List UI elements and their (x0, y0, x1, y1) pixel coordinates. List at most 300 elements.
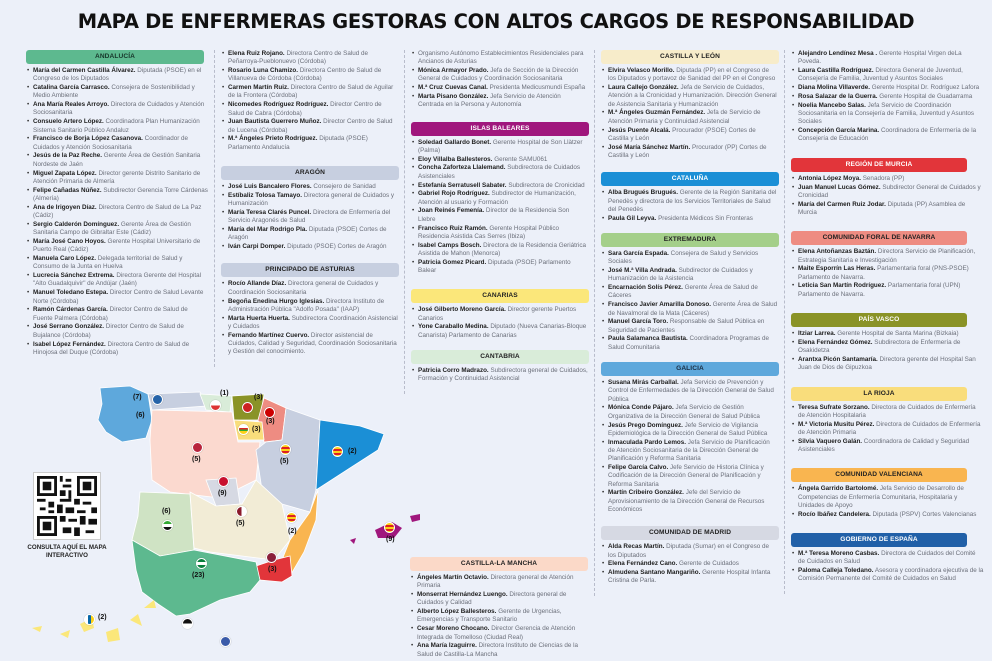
person-role: Director Centro de Salud de Lucena (Córdoba) (228, 118, 393, 134)
person-role: Directora de Enfermería del Servicio Aragonés de Salud (228, 208, 391, 225)
column-2 (214, 50, 398, 367)
person-name: Arantxa Picón Santamaría. (798, 355, 878, 363)
person-name: Cesar Moreno Chocano. (417, 625, 490, 633)
list-item (791, 330, 984, 338)
list-item (601, 543, 778, 560)
list-item (26, 118, 208, 135)
person-role: Jefa Servicio de Atención Centrada en la Persona y Autonomía (418, 92, 561, 109)
person-name: Manuel Toledano Estepa. (33, 289, 109, 297)
person-name: Juan Manuel Lucas Gómez. (798, 183, 881, 191)
section-cantabria (409, 350, 588, 384)
person-role: Directora Centro de Salud de Hinojosa del Duque (Córdoba) (33, 340, 190, 356)
flag-navarra-icon (264, 407, 275, 418)
list-item (601, 144, 778, 161)
list-item (601, 267, 778, 284)
flag-baleares-icon (384, 522, 395, 533)
person-role: Director Gerencia de Atención Integrada de Tomelloso (Ciudad Real) (417, 625, 576, 641)
section-header-baleares: ISLAS BALEARES (411, 122, 589, 136)
list-item (410, 591, 588, 608)
flag-pais-vasco-icon (242, 402, 253, 413)
list-item (601, 189, 778, 214)
person-name: M.ª Ángeles Prieto Rodríguez. (228, 135, 318, 143)
person-name: Susana Mirás Carballal. (608, 379, 679, 387)
list-item (26, 204, 208, 221)
person-name: Rocío Allande Díaz. (228, 280, 287, 288)
list-aragon (219, 183, 398, 251)
section-valenciana (789, 468, 984, 519)
person-name: Ángeles Martín Octavio. (417, 574, 489, 581)
list-item (411, 323, 588, 340)
person-role: Gerente Área de Salud de Cáceres (608, 284, 758, 300)
section-header-navarra: COMUNIDAD FORAL DE NAVARRA (791, 231, 967, 245)
person-role: Responsable de Salud Pública en Seguridad de Pacientes (608, 318, 765, 334)
list-valenciana (789, 485, 984, 519)
section-navarra (789, 231, 984, 299)
list-item (411, 242, 588, 259)
list-murcia (789, 175, 984, 217)
person-name: Soledad Gallardo Bonet. (418, 138, 492, 146)
person-role: Gerente SAMU061 (494, 155, 548, 163)
list-item (26, 67, 208, 84)
person-role: Gerente Hospital de Santa Marina (Bizkaia) (837, 330, 959, 338)
list-item (791, 67, 984, 84)
list-item (26, 323, 208, 340)
person-role: Directora general de Cuidados y Humanización (228, 191, 395, 208)
person-name: Itziar Larrea. (798, 330, 836, 338)
list-item (601, 422, 778, 439)
person-role: Directora de Cuidados del Comité de Cuidados en Salud (798, 549, 976, 566)
flag-melilla-icon (220, 636, 231, 647)
list-castilla-la-mancha (408, 574, 588, 659)
person-role: Gerente Hospital Virgen deLa Poveda. (798, 50, 962, 66)
person-role: Director asistencial de Cuidados, Calidad y Seguridad, Coordinación Sociosanitaria y Gestión del conocimiento. (228, 331, 397, 356)
count-la-rioja: (3) (252, 426, 261, 433)
list-item (411, 93, 588, 110)
list-item (411, 164, 588, 181)
column-5 (784, 50, 984, 594)
person-name: Rosario Luna Chamizo. (228, 67, 298, 75)
section-header-cantabria: CANTABRIA (411, 350, 589, 364)
person-role: Directora Instituto de Administración Pública "Adolfo Posada" (IAAP) (228, 297, 385, 313)
list-item (26, 306, 208, 323)
list-item (601, 464, 778, 489)
person-role: Coordinadora de Enfermería de la Consejería de Educación (798, 127, 977, 143)
list-castilla-leon (599, 67, 778, 160)
person-role: Subdirector Gerencia Torre Cárdenas (Almería) (33, 186, 208, 202)
person-name: M.ª Victoria Musitu Pérez. (798, 420, 875, 428)
qr-code[interactable] (33, 472, 101, 540)
list-item (601, 404, 778, 421)
flag-madrid-icon (218, 476, 229, 487)
person-name: Felipe García Calvo. (608, 463, 669, 471)
person-name: Patricia Gomez Picard. (418, 258, 487, 266)
person-name: María Teresa Clarés Puncel. (228, 208, 312, 216)
list-item (221, 192, 398, 209)
section-canarias (409, 289, 588, 340)
person-role: Presidenta Medicusmundi España (489, 84, 586, 92)
person-name: Jesús Prego Domínguez. (608, 421, 683, 429)
flag-castilla-la-mancha-icon (236, 506, 247, 517)
person-name: Jesús de la Paz Reche. (33, 152, 102, 160)
list-item (791, 175, 984, 183)
list-item (601, 569, 778, 586)
section-header-gobierno: GOBIERNO DE ESPAÑA (791, 533, 967, 547)
list-item (601, 127, 778, 144)
qr-caption: CONSULTA AQUÍ EL MAPA INTERACTIVO (27, 544, 107, 559)
person-name: Manuela Caro López. (33, 255, 96, 263)
list-cantabria (409, 367, 588, 384)
person-name: Lucrecia Sánchez Extrema. (33, 272, 115, 280)
list-item (601, 250, 778, 267)
person-name: Fernando Martínez Cuervo. (228, 331, 310, 339)
person-role: Presidenta Médicos Sin Fronteras (658, 214, 753, 222)
list-gobierno (789, 550, 984, 584)
person-role: Asesora y coordinadora ejecutiva de la Comisión Permanente del Comité de Cuidados en Salud (798, 567, 984, 583)
person-role: Directora Centro de Salud de Aguilar de la Frontera (Córdoba) (228, 84, 394, 100)
list-item (601, 301, 778, 318)
person-role: Directora de la Residencia Geriátrica Asistida de Mahon (Menorca) (418, 241, 586, 257)
person-name: Monserrat Hernández Luengo. (417, 591, 508, 599)
section-extremadura (599, 233, 778, 352)
person-role: Parlamentaria foral (PNS-PSOE) Parlamento de Navarra. (798, 265, 969, 281)
person-role: Gerente de Cuidados (679, 560, 739, 568)
flag-ceuta-icon (182, 618, 193, 629)
list-item (221, 67, 398, 84)
person-role: Gerente Área de Salud de Navalmoral de la Mata (Cáceres) (608, 301, 778, 317)
person-name: Elena Fernández Cano. (608, 560, 678, 568)
person-name: Juan Bautista Guerrero Muñoz. (228, 118, 322, 126)
count-navarra: (3) (266, 418, 275, 425)
count-baleares: (9) (386, 536, 395, 543)
person-name: Marta Huerta Huerta. (228, 314, 290, 322)
person-role: Parlamentaria foral (UPN) Parlamento de Navarra. (798, 282, 961, 298)
list-la-rioja (789, 404, 984, 455)
person-name: Elena Ruiz Rojano. (228, 50, 285, 57)
section-aragon (219, 166, 398, 251)
list-item (221, 226, 398, 243)
list-item (221, 280, 398, 297)
section-galicia (599, 362, 778, 514)
person-name: Almudena Santano Mangariño. (608, 569, 701, 577)
list-item (411, 306, 588, 323)
person-role: Diputada (PSPV) Cortes Valencianas (872, 510, 977, 518)
person-role: Directora Centro de Salud de Villanueva de Córdoba (Córdoba) (228, 67, 382, 83)
person-role: Gerente Hospital Dr. Rodríguez Lafora (871, 84, 980, 92)
count-castilla-la-mancha: (5) (236, 520, 245, 527)
list-item (411, 225, 588, 242)
person-name: Felipe Cañadas Núñez. (33, 186, 102, 194)
person-role: Directora de Cuidados de Enfermería de Atención Primaria (798, 420, 981, 436)
person-name: María del Mar Rodrigo Pla. (228, 226, 308, 234)
list-item (601, 284, 778, 301)
person-name: Leticia San Martín Rodríguez. (798, 282, 887, 290)
person-name: Alejandro Lendínez Mesa . (798, 50, 878, 57)
person-role: Gerente Hospital Público Residencia Asistida Cas Serres (Ibiza) (418, 224, 560, 240)
list-item (221, 183, 398, 191)
flag-valenciana-icon (286, 512, 297, 523)
list-item (221, 84, 398, 101)
person-role: Directora general de Cuidados y Calidad (417, 591, 567, 607)
person-role: Coordinadora de Calidad y Seguridad Asistenciales (798, 437, 970, 453)
count-cataluna: (2) (348, 448, 357, 455)
person-role: Director gerente Puertos Canarios (418, 306, 577, 322)
section-andalucia (24, 50, 208, 357)
person-name: Laura Callejo González. (608, 84, 679, 92)
list-extremadura (599, 250, 778, 352)
section-header-aragon: ARAGÓN (221, 166, 399, 180)
count-murcia: (3) (268, 566, 277, 573)
section-pais-vasco (789, 313, 984, 372)
person-name: José M.ª Villa Andrada. (608, 267, 677, 275)
person-name: Francisco Javier Amarilla Donoso. (608, 301, 712, 309)
person-role: Directora Servicio de Planificación, Estrategia Sanitaria e Investigación (798, 248, 976, 264)
section-header-asturias: PRINCIPADO DE ASTURIAS (221, 263, 399, 277)
count-cantabria: (1) (220, 390, 229, 397)
person-name: Martín Cribeiro González. (608, 489, 684, 497)
person-role: Gerente de la Región Sanitaria del Penedès y directora de los Servicios Territoriales de Salud del Penedès (608, 189, 777, 213)
person-role: Jefa Servicio de Coordinación Sociosanitaria en la Consejería de Familia, Juventud y Asuntos Sociales (798, 101, 975, 126)
person-name: Antonia López Moya. (798, 174, 861, 182)
section-madrid-cont (789, 50, 984, 144)
person-role: Diputada (PP) Asamblea de Murcia (798, 200, 966, 216)
person-role: Director Centro de Salud Levante Norte (Córdoba) (33, 289, 204, 305)
person-name: Concha Zaforteza Llalemand. (418, 164, 506, 172)
list-item (221, 50, 398, 67)
section-baleares (409, 122, 588, 276)
section-andalucia-cont (219, 50, 398, 152)
person-name: Yone Caraballo Medina. (418, 323, 489, 331)
person-role: Gerente Hospital Infanta Cristina de Parla. (608, 569, 771, 585)
person-name: María del Carmen Ruiz Jodar. (798, 200, 886, 208)
person-role: Consejera de Salud y Servicios Sociales (608, 249, 759, 266)
person-name: Begoña Enedina Hurgo Iglesias. (228, 297, 325, 305)
list-madrid-cont (789, 50, 984, 144)
person-name: M.ª Teresa Moreno Casbas. (798, 549, 880, 557)
person-role: Diputada (PSOE) Parlamento Andalucía (228, 135, 368, 151)
person-name: Isabel López Fernández. (33, 340, 106, 348)
person-role: Directora Gerente del Hospital "Alto Guadalquivir" de Andújar (Jaén) (33, 272, 202, 288)
person-role: Directora general de Cuidados y Coordinación Sociosanitaria (228, 280, 379, 296)
flag-cataluna-icon (332, 446, 343, 457)
list-item (411, 139, 588, 156)
person-name: Elena Fernández Gómez. (798, 338, 873, 346)
person-role: Director Centro de Salud de Fuente Palmera (Córdoba) (33, 306, 188, 322)
person-name: Maite Esporrín Las Heras. (798, 265, 876, 273)
person-name: Consuelo Artero López. (33, 118, 104, 126)
person-role: Directora Instituto de Ciencias de la Salud de Castilla-La Mancha (417, 642, 578, 658)
person-name: Alberto López Ballesteros. (417, 608, 497, 616)
list-item (601, 335, 778, 352)
list-item (410, 625, 588, 642)
list-pais-vasco (789, 330, 984, 372)
person-role: Gerente Área de Gestión Sanitaria Campo de Gibraltar Este (Cádiz) (33, 220, 191, 237)
person-role: Directora Centro de Salud de Peñarroya-Pueblonuevo (Córdoba) (228, 50, 368, 66)
section-header-cataluna: CATALUÑA (601, 172, 779, 186)
person-role: Coordinadora Plan Humanización Sistema Sanitario Público Andaluz (33, 118, 200, 134)
person-role: Consejera de Sostenibilidad y Medio Ambiente (33, 84, 195, 100)
list-item (791, 201, 984, 218)
list-item (791, 127, 984, 144)
person-name: Paula Gil Leyva. (608, 214, 657, 222)
person-name: Ana María Reales Arroyo. (33, 101, 110, 109)
person-role: Senadora (PP) (862, 174, 905, 182)
list-item (791, 102, 984, 127)
person-name: Elena Antoñanzas Baztán. (798, 248, 877, 256)
list-item (26, 341, 208, 358)
count-aragon: (5) (280, 458, 289, 465)
flag-andalucia-icon (196, 558, 207, 569)
list-item (601, 560, 778, 568)
person-role: Consejero de Sanidad (313, 183, 376, 191)
list-item (791, 339, 984, 356)
person-name: Iván Carpi Domper. (228, 243, 286, 251)
list-item (601, 379, 778, 404)
person-role: Diputada (Sumar) en el Congreso de los Diputados (608, 543, 769, 559)
person-role: Jefa Servicio de Desarrollo de Competencias de Enfermería Comunitaria, Hospitalaria y Unidades de Apoyo (798, 485, 964, 509)
count-andalucia: (23) (192, 572, 205, 579)
person-name: Joan Reinés Femenía. (418, 207, 485, 215)
person-role: Jefa de Sección de la Dirección General de Cuidados y Coordinación Sociosanitaria (418, 67, 579, 83)
person-role: Coordinador de Cuidados y Atención Sociosanitaria (33, 135, 189, 151)
person-name: Rocío Ibáñez Candelera. (798, 510, 871, 518)
list-item (791, 421, 984, 438)
page-title: MAPA DE ENFERMERAS GESTORAS CON ALTOS CARGOS DE RESPONSABILIDAD (77, 10, 915, 33)
person-name: Patricia Corro Madrazo. (418, 367, 489, 375)
person-role: Jefe del Servicio de Aprovisionamiento de la Dirección General de Recursos Económicos (608, 489, 765, 513)
person-role: Jefe Servicio de Historia Clínica y Codificación de la Dirección General de Planificación y Reforma Sanitaria (608, 463, 764, 488)
list-item (791, 93, 984, 101)
person-name: Eloy Villalba Ballesteros. (418, 155, 493, 163)
list-item (410, 608, 588, 625)
list-item (791, 84, 984, 92)
list-item (601, 67, 778, 84)
list-item (26, 152, 208, 169)
section-asturias-cont (409, 50, 588, 110)
person-role: Diputada (PSOE) Cortes de Aragón (228, 226, 387, 242)
list-item (26, 272, 208, 289)
section-asturias (219, 263, 398, 356)
list-item (221, 243, 398, 251)
person-role: Jefa Servicio de Prevención y Control de Enfermedades de la Dirección General de Salud Pública (608, 379, 774, 403)
list-item (221, 118, 398, 135)
person-name: Elvira Velasco Morillo. (608, 67, 675, 74)
person-name: Laura Castilla Rodríguez. (798, 67, 874, 75)
list-item (411, 67, 588, 84)
list-item (791, 282, 984, 299)
person-name: Isabel Camps Bosch. (418, 241, 482, 249)
list-item (26, 289, 208, 306)
person-role: Subdirectora de Cuidados Asistenciales (418, 164, 581, 180)
person-role: Subdirectora de Cronicidad (508, 181, 585, 189)
flag-canarias-icon (84, 614, 95, 625)
list-item (791, 567, 984, 584)
list-item (601, 215, 778, 223)
count-castilla-leon: (5) (192, 456, 201, 463)
section-header-murcia: REGIÓN DE MURCIA (791, 158, 967, 172)
list-item (601, 489, 778, 514)
person-role: Gerente de Urgencias, Emergencias y Transporte Sanitario (417, 608, 562, 624)
flag-cantabria-icon (210, 400, 221, 411)
person-role: Subdirectora de Enfermería de Osakidetza (798, 338, 961, 355)
section-header-castilla-leon: CASTILLA Y LEÓN (601, 50, 779, 64)
list-item (791, 550, 984, 567)
section-header-canarias: CANARIAS (411, 289, 589, 303)
person-name: Silvia Vaquero Galán. (798, 437, 863, 445)
list-andalucia (24, 67, 208, 357)
person-name: Sergio Calderón Domínguez. (33, 220, 120, 228)
flag-murcia-icon (266, 552, 277, 563)
person-role: Directora general de Atención Primaria (417, 574, 574, 590)
person-name: Paloma Calleja Toledano. (798, 567, 874, 575)
person-name: Diana Molina Villaverde. (798, 84, 870, 92)
list-item (791, 404, 984, 421)
column-3 (404, 50, 588, 394)
count-valenciana: (2) (288, 528, 297, 535)
count-canarias: (2) (98, 614, 107, 621)
list-item (26, 221, 208, 238)
person-name: Francisco de Borja López Casanova. (33, 135, 143, 143)
column-4 (594, 50, 778, 596)
list-item (601, 109, 778, 126)
list-item (791, 356, 984, 373)
person-name: Alba Brugués Brugués. (608, 189, 678, 197)
person-role: Subdirector General de Cuidados y Cronicidad (798, 183, 981, 199)
list-item (601, 318, 778, 335)
person-role: Director Centro de Salud de Bujalance (Córdoba) (33, 323, 184, 339)
list-navarra (789, 248, 984, 299)
list-item: • Organismo Autónomo Establecimientos Residenciales para Ancianos de Asturias (411, 50, 588, 67)
person-name: Estefanía Serratusell Sabater. (418, 181, 507, 189)
person-role: Subdirector de Humanización, Atención al usuario y Formación (418, 190, 576, 206)
person-role: Gerente Área de Gestión Sanitaria Nordeste de Jaén (33, 152, 201, 168)
count-madrid: (9) (218, 490, 227, 497)
person-role: Gerente Hospital de Guadarrama (879, 92, 973, 100)
flag-aragon-icon (280, 444, 291, 455)
list-item (26, 84, 208, 101)
list-cataluna (599, 189, 778, 223)
qr-code-icon (37, 476, 97, 536)
section-header-pais-vasco: PAÍS VASCO (791, 313, 967, 327)
section-gobierno (789, 533, 984, 584)
person-role: Diputada (PSOE) Parlamento Balear (418, 258, 571, 275)
list-item (410, 642, 588, 659)
flag-castilla-leon-icon (192, 442, 203, 453)
list-andalucia-cont (219, 50, 398, 152)
list-item (411, 182, 588, 190)
section-la-rioja (789, 387, 984, 455)
section-header-galicia: GALICIA (601, 362, 779, 376)
person-name: Carmen Martín Ruiz. (228, 84, 289, 92)
person-role: Directora General de Juventud, Consejería de Familia, Juventud y Asuntos Sociales (798, 67, 963, 83)
person-name: Paula Salamanca Bautista. (608, 335, 688, 343)
list-item (221, 332, 398, 357)
person-role: Diputado (PSOE) Cortes de Aragón (287, 243, 387, 251)
section-header-valenciana: COMUNIDAD VALENCIANA (791, 468, 967, 482)
person-role: Directora de Cuidados y Atención Sociosanitaria (33, 101, 205, 117)
list-item (26, 238, 208, 255)
list-item (26, 101, 208, 118)
person-name: Rosa Salazar de la Guerra. (798, 92, 878, 100)
list-item (410, 574, 588, 591)
person-role: Jefe Servicio de Vigilancia Epidemiológica de la Dirección General de Salud Pública (608, 421, 768, 437)
person-role: Director de la Residencia Son Llebre (418, 207, 570, 223)
person-role: Jefa Servicio de Planificación de Atención Sociosanitaria de la Dirección General de Planificación y Reforma Sanitaria (608, 438, 770, 463)
count-pais-vasco: (3) (254, 394, 263, 401)
person-name: Marta Pisano González. (418, 92, 489, 100)
list-item (221, 298, 398, 315)
person-name: Teresa Sufrate Sorzano. (798, 403, 870, 411)
list-item (221, 315, 398, 332)
